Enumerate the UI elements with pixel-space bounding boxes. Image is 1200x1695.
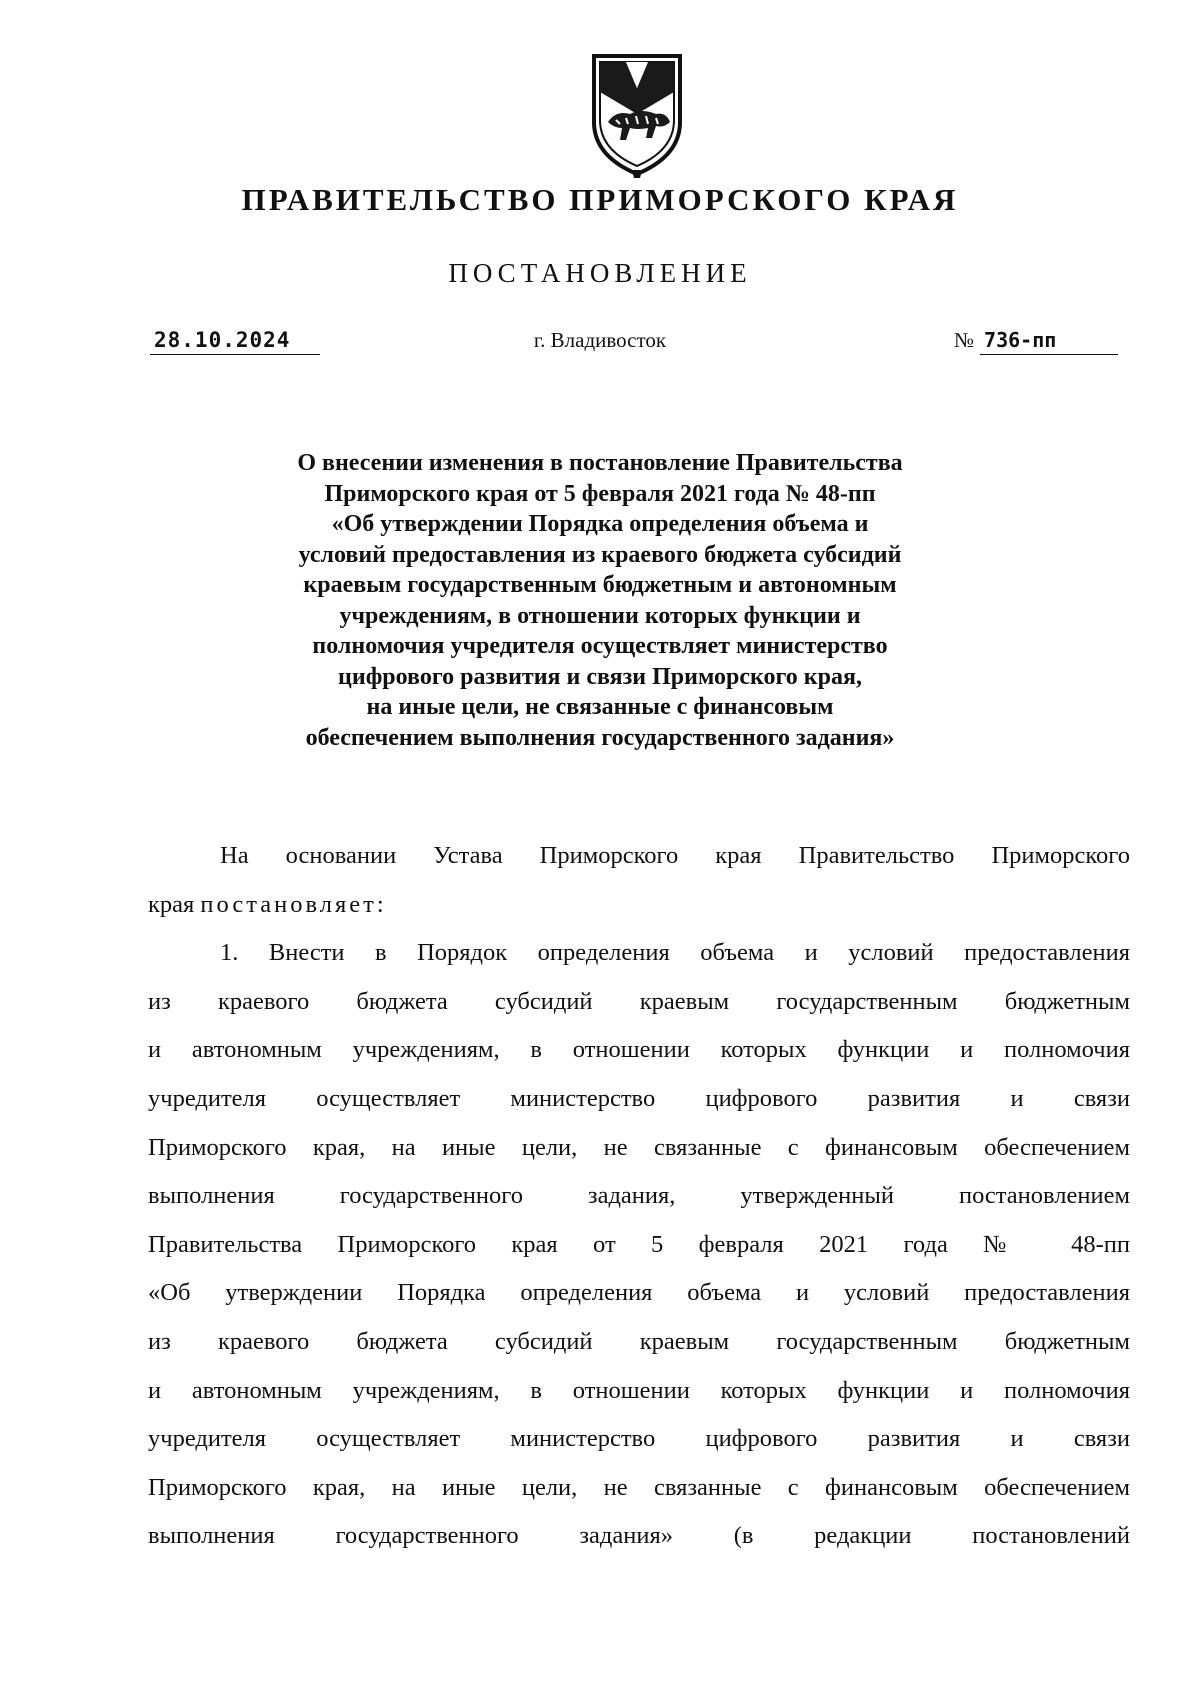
subject-line: полномочия учредителя осуществляет министерство bbox=[312, 633, 888, 659]
item-line: из краевого бюджета субсидий краевым государственным бюджетным bbox=[148, 1327, 1130, 1355]
document-city: г. Владивосток bbox=[533, 328, 667, 352]
subject-line: цифрового развития и связи Приморского края, bbox=[338, 663, 862, 690]
subject-line: учреждениям, в отношении которых функции и bbox=[339, 602, 861, 629]
number-sign: № bbox=[954, 328, 975, 352]
item-line: «Об утверждении Порядка определения объема и условий предоставления bbox=[148, 1279, 1130, 1307]
document-body bbox=[148, 832, 1130, 1561]
subject-line: обеспечением выполнения государственного задания» bbox=[305, 724, 895, 751]
preamble-line bbox=[148, 881, 1130, 930]
item-line: Приморского края, на иные цели, не связанные с финансовым обеспечением bbox=[148, 1473, 1130, 1501]
subject-line: условий предоставления из краевого бюджета субсидий bbox=[298, 541, 902, 568]
subject-line: О внесении изменения в постановление Правительства bbox=[297, 450, 903, 476]
document-subject bbox=[150, 448, 1050, 753]
subject-line: краевым государственным бюджетным и автономным bbox=[303, 572, 897, 598]
item-line: выполнения государственного задания» (в редакции постановлений bbox=[148, 1522, 1130, 1550]
document-type: ПОСТАНОВЛЕНИЕ bbox=[448, 258, 752, 288]
item-line: из краевого бюджета субсидий краевым государственным бюджетным bbox=[148, 987, 1130, 1015]
item-line: и автономным учреждениям, в отношении которых функции и полномочия bbox=[148, 1036, 1130, 1064]
document-meta-row bbox=[0, 326, 1200, 366]
document-number bbox=[954, 326, 1134, 355]
item-line: учредителя осуществляет министерство цифрового развития и связи bbox=[148, 1084, 1130, 1112]
primorsky-krai-coat-of-arms-icon bbox=[586, 52, 688, 180]
item-line: учредителя осуществляет министерство цифрового развития и связи bbox=[148, 1425, 1130, 1453]
item-line: Приморского края, на иные цели, не связанные с финансовым обеспечением bbox=[148, 1133, 1130, 1161]
preamble-line: На основании Устава Приморского края Правительство Приморского bbox=[220, 842, 1130, 869]
subject-line: на иные цели, не связанные с финансовым bbox=[366, 694, 834, 720]
subject-line: Приморского края от 5 февраля 2021 года № 48-пп bbox=[324, 480, 876, 507]
subject-line: «Об утверждении Порядка определения объема и bbox=[331, 511, 869, 537]
item-line: 1. Внести в Порядок определения объема и условий предоставления bbox=[220, 939, 1130, 967]
document-date: 28.10.2024 bbox=[150, 326, 320, 355]
item-line: Правительства Приморского края от 5 февраля 2021 года № 48-пп bbox=[148, 1230, 1130, 1258]
item-line: и автономным учреждениям, в отношении которых функции и полномочия bbox=[148, 1376, 1130, 1404]
preamble-text: края bbox=[148, 890, 201, 918]
item-line: выполнения государственного задания, утвержденный постановлением bbox=[148, 1182, 1130, 1210]
resolves-word: постановляет: bbox=[200, 890, 387, 918]
organization-title: ПРАВИТЕЛЬСТВО ПРИМОРСКОГО КРАЯ bbox=[241, 182, 959, 217]
number-value: 736-пп bbox=[980, 326, 1118, 355]
